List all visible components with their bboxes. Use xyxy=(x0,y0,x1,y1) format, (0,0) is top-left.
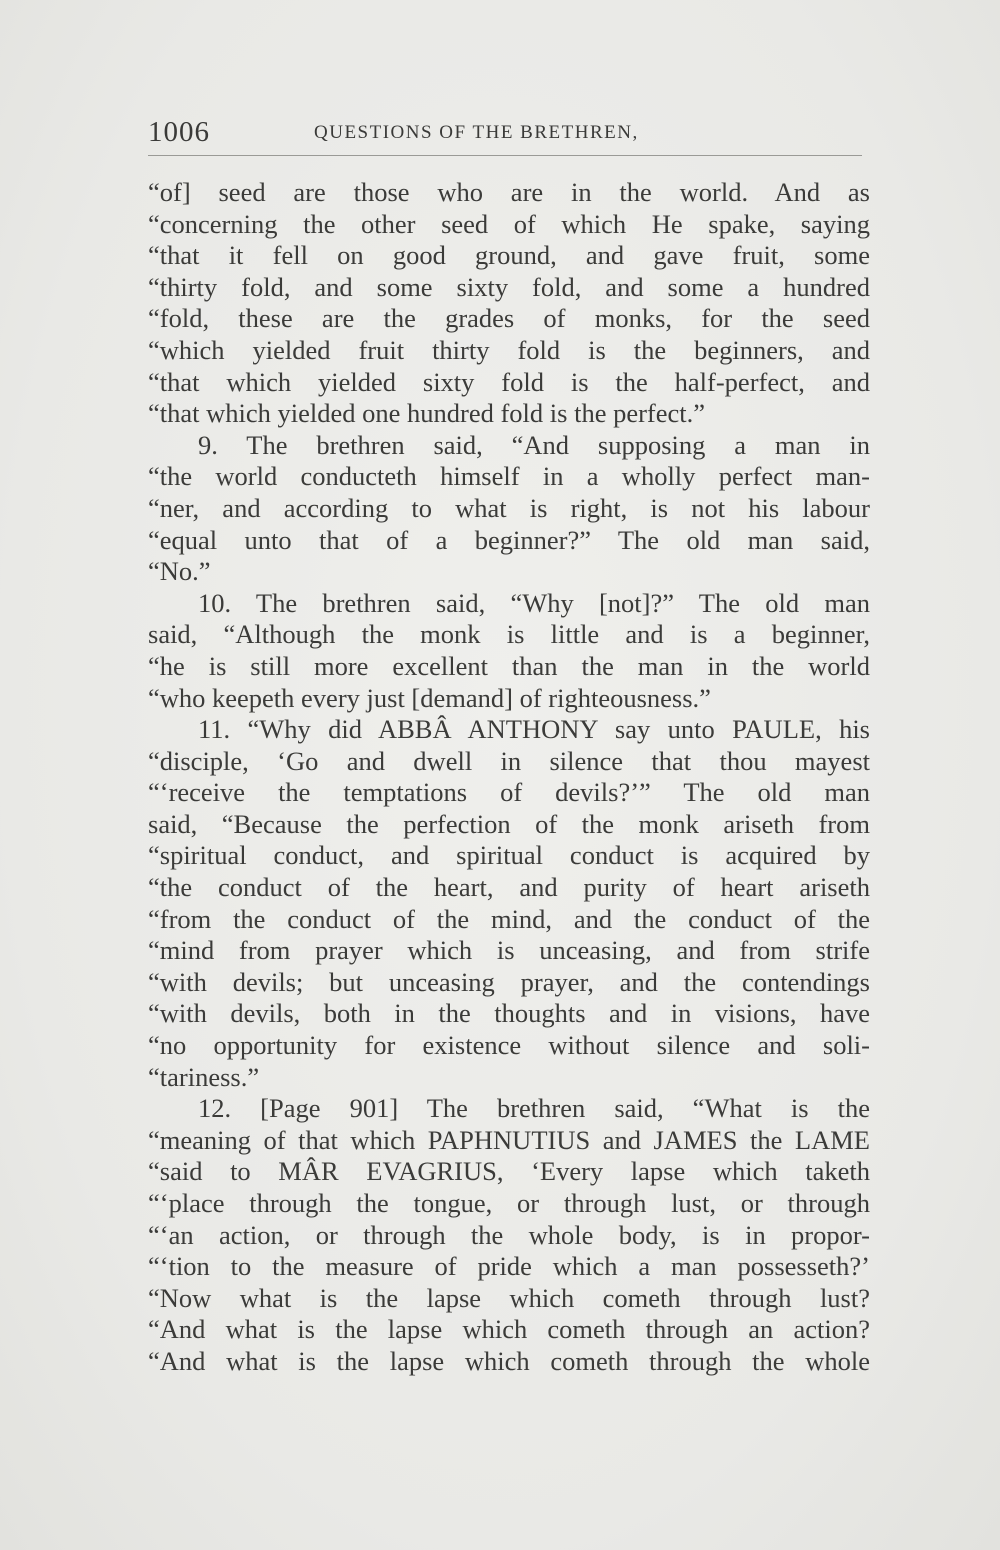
text-line: “meaning of that which PAPHNUTIUS and JAMES the LAME xyxy=(148,1124,870,1155)
text-line: “And what is the lapse which cometh through an action? xyxy=(148,1314,870,1345)
text-line: 9. The brethren said, “And supposing a man in xyxy=(198,429,870,460)
text-line: “tariness.” xyxy=(148,1061,260,1092)
text-line: “from the conduct of the mind, and the conduct of the xyxy=(148,903,870,934)
text-line: “thirty fold, and some sixty fold, and some a hundred xyxy=(148,271,870,302)
text-line: “that which yielded sixty fold is the half-perfect, and xyxy=(148,366,870,397)
text-line: “ner, and according to what is right, is not his labour xyxy=(148,492,870,523)
text-line: “Now what is the lapse which cometh through lust? xyxy=(148,1282,870,1313)
text-line: “he is still more excellent than the man in the world xyxy=(148,650,870,681)
text-line: 12. [Page 901] The brethren said, “What is the xyxy=(198,1093,870,1124)
text-line: “fold, these are the grades of monks, for the seed xyxy=(148,303,870,334)
page-number: 1006 xyxy=(148,116,210,148)
text-line: “no opportunity for existence without silence and soli- xyxy=(148,1030,870,1061)
text-line: “mind from prayer which is unceasing, and from strife xyxy=(148,935,870,966)
text-line: 11. “Why did ABBÂ ANTHONY say unto PAULE, his xyxy=(198,714,870,745)
text-line: “‘an action, or through the whole body, is in propor- xyxy=(148,1219,870,1250)
text-line: “‘tion to the measure of pride which a man possesseth?’ xyxy=(148,1251,870,1282)
text-line: said, “Although the monk is little and is a beginner, xyxy=(148,619,870,650)
text-line: “with devils, both in the thoughts and in visions, have xyxy=(148,998,870,1029)
text-line: “And what is the lapse which cometh through the whole xyxy=(148,1345,870,1376)
text-line: “‘place through the tongue, or through lust, or through xyxy=(148,1188,870,1218)
text-line: 10. The brethren said, “Why [not]?” The old man xyxy=(198,587,870,618)
text-line: “spiritual conduct, and spiritual conduct is acquired by xyxy=(148,840,870,871)
text-line: “equal unto that of a beginner?” The old man said, xyxy=(148,524,870,555)
text-line: “that it fell on good ground, and gave fruit, some xyxy=(148,240,870,271)
text-line: “which yielded fruit thirty fold is the beginners, and xyxy=(148,334,870,365)
text-line: “said to MÂR EVAGRIUS, ‘Every lapse which taketh xyxy=(148,1156,870,1187)
text-line: “concerning the other seed of which He spake, saying xyxy=(148,208,870,239)
text-line: “No.” xyxy=(148,556,211,587)
text-line: said, “Because the perfection of the monk ariseth from xyxy=(148,808,870,839)
header-rule xyxy=(148,155,862,156)
text-line: “the world conducteth himself in a wholly perfect man- xyxy=(148,461,870,492)
page-header xyxy=(148,116,862,156)
text-line: “who keepeth every just [demand] of righteousness.” xyxy=(148,682,711,713)
body-text xyxy=(148,177,870,1378)
text-line: “‘receive the temptations of devils?’” The old man xyxy=(148,777,870,808)
text-line: “the conduct of the heart, and purity of heart ariseth xyxy=(148,872,870,903)
text-line: “disciple, ‘Go and dwell in silence that thou mayest xyxy=(148,745,870,776)
running-title: QUESTIONS OF THE BRETHREN, xyxy=(314,122,639,143)
text-line: “with devils; but unceasing prayer, and the contendings xyxy=(148,966,870,997)
text-line: “that which yielded one hundred fold is the perfect.” xyxy=(148,398,706,429)
text-line: “of] seed are those who are in the world. And as xyxy=(148,177,870,207)
